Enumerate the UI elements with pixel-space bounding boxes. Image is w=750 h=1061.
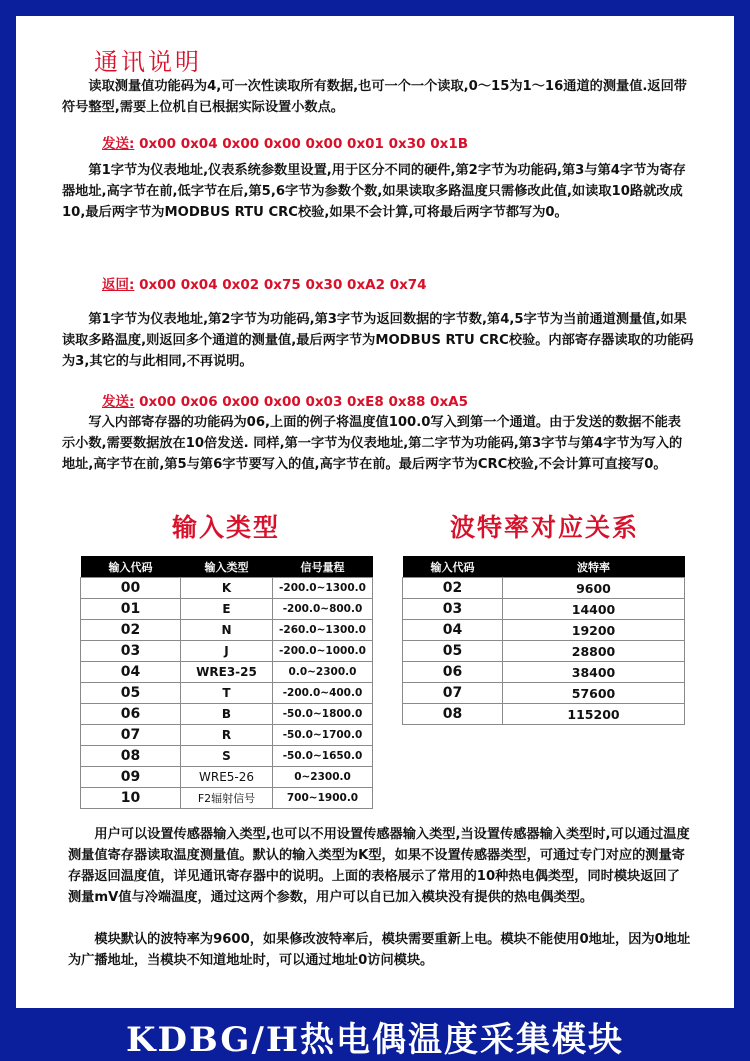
input-type: K (181, 578, 273, 599)
table-row (81, 641, 373, 662)
paragraph-return-description: 第1字节为仪表地址,第2字节为功能码,第3字节为返回数据的字节数,第4,5字节为当前通道测量值,如果读取多路温度,则返回多个通道的测量值,最后两字节为MODBUS RTU CRC校验。内部寄存器读取的功能码为3,其它的与此相同,不再说明。 (62, 312, 694, 369)
return-bytes: 0x00 0x04 0x02 0x75 0x30 0xA2 0x74 (139, 277, 427, 293)
input-type: WRE5-26 (181, 767, 273, 788)
input-code: 02 (81, 620, 181, 641)
table-row (81, 683, 373, 704)
baud-code: 07 (403, 683, 503, 704)
input-type-table (80, 556, 373, 809)
signal-range: 0~2300.0 (273, 767, 373, 788)
signal-range: -200.0~1300.0 (273, 578, 373, 599)
table-row (403, 620, 685, 641)
baud-rate-table (402, 556, 685, 725)
send-bytes: 0x00 0x06 0x00 0x00 0x03 0xE8 0x88 0xA5 (139, 394, 468, 410)
table-row (81, 788, 373, 809)
document-page (16, 16, 734, 1008)
input-code: 00 (81, 578, 181, 599)
table-row (81, 662, 373, 683)
table-row (403, 641, 685, 662)
send-label: 发送: (102, 394, 135, 410)
table-row (403, 662, 685, 683)
column-header: 波特率 (503, 556, 685, 578)
signal-range: -200.0~800.0 (273, 599, 373, 620)
baud-code: 05 (403, 641, 503, 662)
table-row (403, 578, 685, 599)
input-code: 08 (81, 746, 181, 767)
input-type: B (181, 704, 273, 725)
table-row (81, 599, 373, 620)
column-header: 输入代码 (81, 556, 181, 578)
send-label: 发送: (102, 136, 135, 152)
signal-range: -260.0~1300.0 (273, 620, 373, 641)
return-label: 返回: (102, 277, 135, 293)
input-code: 05 (81, 683, 181, 704)
baud-rate-heading: 波特率对应关系 (450, 513, 640, 542)
input-code: 09 (81, 767, 181, 788)
input-code: 07 (81, 725, 181, 746)
send-bytes: 0x00 0x04 0x00 0x00 0x00 0x01 0x30 0x1B (139, 136, 469, 152)
page-title: 通讯说明 (94, 48, 202, 76)
input-type: T (181, 683, 273, 704)
table-row (403, 683, 685, 704)
input-type: E (181, 599, 273, 620)
paragraph-write-description: 写入内部寄存器的功能码为06,上面的例子将温度值100.0写入到第一个通道。由于发送的数据不能表示小数,需要数据放在10倍发送. 同样,第一字节为仪表地址,第二字节为功能码,第3字节与第4字节为写入的地址,高字节在前,第5与第6字节要写入的值,高字节在前。最后两字节为CRC校验,不会计算可直接写0。 (62, 415, 683, 472)
baud-rate: 57600 (503, 683, 685, 704)
input-type: F2辐射信号 (181, 788, 273, 809)
send-command-read (102, 132, 468, 152)
paragraph-read-function: 读取测量值功能码为4,可一次性读取所有数据,也可一个一个读取,0～15为1～16通道的测量值.返回带符号整型,需要上位机自已根据实际设置小数点。 (62, 79, 687, 115)
input-code: 06 (81, 704, 181, 725)
column-header: 输入代码 (403, 556, 503, 578)
baud-code: 04 (403, 620, 503, 641)
table-row (81, 578, 373, 599)
table-row (81, 725, 373, 746)
input-type-heading: 输入类型 (172, 513, 281, 542)
input-code: 03 (81, 641, 181, 662)
table-row (81, 767, 373, 788)
paragraph-sensor-type: 用户可以设置传感器输入类型,也可以不用设置传感器输入类型,当设置传感器输入类型时,可以通过温度测量值寄存器读取温度测量值。默认的输入类型为K型，如果不设置传感器类型，可通过专门对应的测量寄存器返回温度值，详见通讯寄存器中的说明。上面的表格展示了常用的10种热电偶类型，同时模块返回了测量mV值与冷端温度，通过这两个参数，用户可以自已加入模块没有提供的热电偶类型。 (68, 827, 690, 905)
baud-code: 03 (403, 599, 503, 620)
signal-range: -50.0~1700.0 (273, 725, 373, 746)
input-type: J (181, 641, 273, 662)
baud-rate: 28800 (503, 641, 685, 662)
table-header-row (403, 556, 685, 578)
baud-rate: 115200 (503, 704, 685, 725)
table-row (403, 599, 685, 620)
table-header-row (81, 556, 373, 578)
signal-range: -50.0~1800.0 (273, 704, 373, 725)
product-title-banner: KDBG/H热电偶温度采集模块 (126, 1020, 624, 1060)
return-command (102, 273, 427, 293)
baud-code: 06 (403, 662, 503, 683)
table-row (81, 620, 373, 641)
paragraph-byte-description: 第1字节为仪表地址,仪表系统参数里设置,用于区分不同的硬件,第2字节为功能码,第3与第4字节为寄存器地址,高字节在前,低字节在后,第5,6字节为参数个数,如果读取多路温度只需修改此值,如读取10路就改成10,最后两字节为MODBUS RTU CRC校验,如果不会计算,可将最后两字节都写为0。 (62, 163, 686, 220)
baud-rate: 14400 (503, 599, 685, 620)
paragraph-baud-address: 模块默认的波特率为9600，如果修改波特率后，模块需要重新上电。模块不能使用0地址，因为0地址为广播地址，当模块不知道地址时，可以通过地址0访问模块。 (68, 932, 691, 968)
baud-code: 08 (403, 704, 503, 725)
input-code: 01 (81, 599, 181, 620)
table-row (81, 704, 373, 725)
column-header: 输入类型 (181, 556, 273, 578)
input-code: 10 (81, 788, 181, 809)
send-command-write (102, 390, 468, 410)
input-type: WRE3-25 (181, 662, 273, 683)
signal-range: -200.0~1000.0 (273, 641, 373, 662)
signal-range: -200.0~400.0 (273, 683, 373, 704)
baud-rate: 19200 (503, 620, 685, 641)
input-type: S (181, 746, 273, 767)
column-header: 信号量程 (273, 556, 373, 578)
baud-rate: 38400 (503, 662, 685, 683)
input-code: 04 (81, 662, 181, 683)
input-type: N (181, 620, 273, 641)
signal-range: 700~1900.0 (273, 788, 373, 809)
table-row (81, 746, 373, 767)
baud-code: 02 (403, 578, 503, 599)
baud-rate: 9600 (503, 578, 685, 599)
signal-range: 0.0~2300.0 (273, 662, 373, 683)
table-row (403, 704, 685, 725)
signal-range: -50.0~1650.0 (273, 746, 373, 767)
input-type: R (181, 725, 273, 746)
